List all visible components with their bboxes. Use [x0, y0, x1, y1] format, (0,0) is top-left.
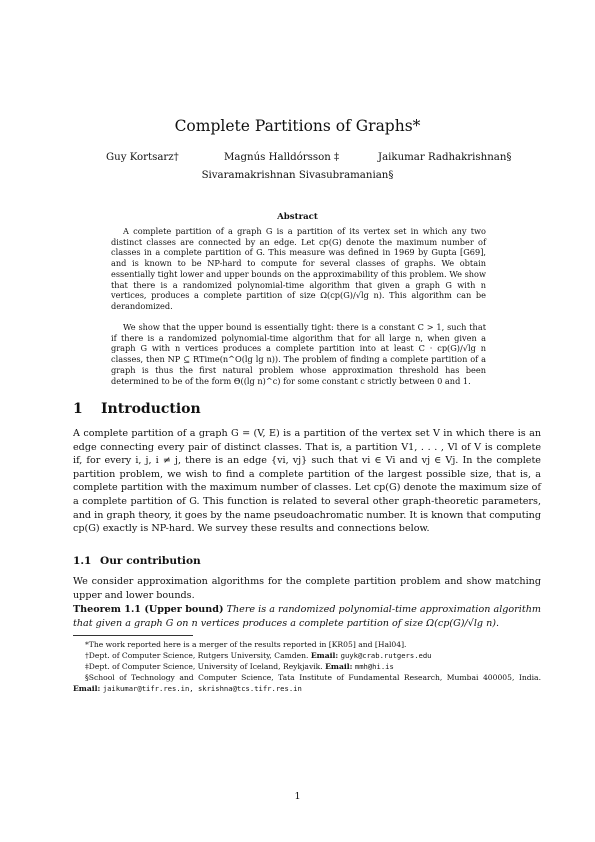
author-name: Jaikumar Radhakrishnan§ — [378, 152, 512, 163]
author-name: Sivaramakrishnan Sivasubramanian§ — [201, 170, 394, 181]
email-address: guyk@crab.rutgers.edu — [340, 651, 432, 660]
footnote — [73, 651, 541, 662]
footnote: *The work reported here is a merger of the results reported in [KR05] and [Hal04]. — [85, 640, 407, 649]
page-number: 1 — [294, 791, 301, 802]
section-heading — [73, 401, 201, 417]
footnote-text: §School of Technology and Computer Science, Tata Institute of Fundamental Research, Mumbai 400005, India. — [85, 673, 541, 682]
abstract-heading: Abstract — [277, 212, 318, 222]
subsection-title: Our contribution — [100, 555, 201, 567]
footnote-rule — [73, 635, 193, 636]
email-label: Email: — [73, 683, 101, 693]
theorem — [73, 603, 541, 630]
email-label: Email: — [325, 662, 353, 671]
email-address: jaikumar@tifr.res.in, skrishna@tcs.tifr.res.in — [102, 683, 302, 693]
abstract-paragraph: We show that the upper bound is essentially tight: there is a constant C > 1, such that if there is a randomized polynomial-time algorithm that for all large n, when given a graph G with n vertices produces a complete partition into at least C · cp(G)/√lg n classes, then NP ⊆ RTime(n^O(lg lg n)). The problem of finding a complete partition of a graph is thus the first natural problem whose approximation threshold has been determined to be of the form Θ((lg n)^c) for some constant c strictly between 0 and 1. — [111, 322, 486, 386]
section-number: 1 — [73, 401, 83, 417]
theorem-statement: There is a randomized polynomial-time approximation algorithm that given a graph G on n vertices produces a complete partition of size Ω(cp(G)/√lg n). — [73, 604, 541, 629]
abstract-paragraph: A complete partition of a graph G is a partition of its vertex set in which any two distinct classes are connected by an edge. Let cp(G) denote the maximum number of classes in a complete partition of G. This measure was defined in 1969 by Gupta [G69], and is known to be NP-hard to compute for several classes of graphs. We obtain essentially tight lower and upper bounds on the approximability of this problem. We show that there is a randomized polynomial-time algorithm that given a graph G with n vertices, produces a complete partition of size Ω(cp(G)/√lg n). This algorithm can be derandomized. — [111, 226, 486, 311]
author-name: Guy Kortsarz† — [106, 152, 179, 163]
theorem-label: Theorem 1.1 (Upper bound) — [73, 604, 224, 615]
footnote-text: ‡Dept. of Computer Science, University of Iceland, Reykjavik. — [85, 662, 323, 671]
footnote-text: †Dept. of Computer Science, Rutgers University, Camden. — [85, 651, 309, 660]
body-paragraph: A complete partition of a graph G = (V, E) is a partition of the vertex set V in which there is an edge connecting every pair of distinct classes. That is, a partition V1, . . . , Vl of V is complete if, for every i, j, i ≠ j, there is an edge {vi, vj} such that vi ∈ Vi and vj ∈ Vj. In the complete partition problem, we wish to find a complete partition of the largest possible size, that is, a complete partition with the maximum number of classes. Let cp(G) denote the maximum size of a complete partition of G. This function is related to several other graph-theoretic parameters, and in graph theory, it goes by the name pseudoachromatic number. It is known that computing cp(G) exactly is NP-hard. We survey these results and connections below. — [73, 428, 541, 535]
paper-title: Complete Partitions of Graphs* — [174, 117, 421, 135]
subsection-number: 1.1 — [73, 555, 92, 567]
section-title: Introduction — [101, 401, 201, 417]
body-paragraph: We consider approximation algorithms for the complete partition problem and show matching upper and lower bounds. — [73, 576, 541, 601]
subsection-heading — [73, 555, 201, 567]
email-label: Email: — [310, 651, 339, 660]
footnote — [73, 662, 541, 673]
author-name: Magnús Halldórsson ‡ — [224, 152, 340, 163]
footnote — [73, 673, 541, 694]
email-address: mmh@hi.is — [354, 662, 394, 671]
